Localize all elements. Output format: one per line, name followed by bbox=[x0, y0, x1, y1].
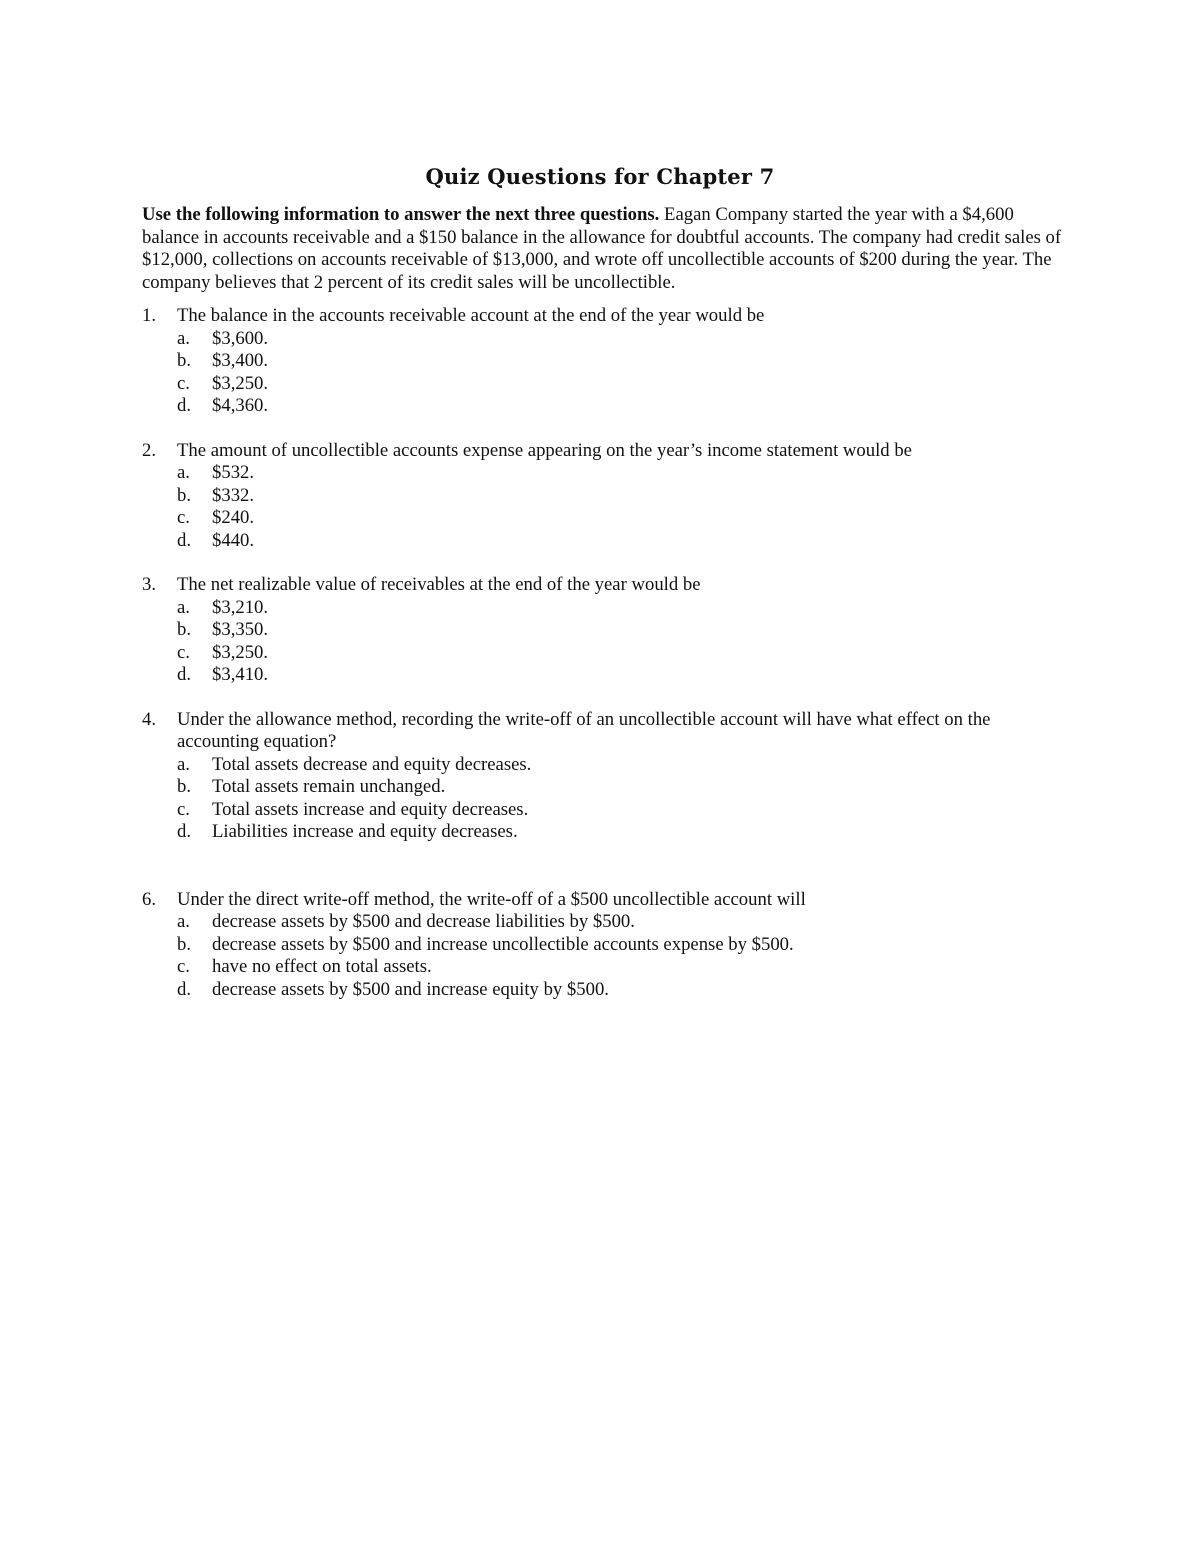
intro-lead: Use the following information to answer the next three questions. bbox=[142, 204, 660, 225]
answer-option bbox=[142, 776, 1062, 799]
question-text: The net realizable value of receivables at the end of the year would be bbox=[177, 574, 701, 595]
page-title: Quiz Questions for Chapter 7 bbox=[425, 164, 775, 189]
answer-option bbox=[142, 373, 1062, 396]
answer-option bbox=[142, 821, 1062, 844]
option-text: $4,360. bbox=[212, 395, 269, 416]
question-stem bbox=[142, 574, 1062, 597]
option-letter: b. bbox=[177, 350, 192, 371]
answer-option bbox=[142, 328, 1062, 351]
option-text: $3,410. bbox=[212, 664, 269, 685]
question-number: 6. bbox=[142, 888, 157, 910]
option-letter: c. bbox=[177, 798, 190, 820]
answer-option bbox=[142, 597, 1062, 620]
option-letter: d. bbox=[177, 395, 192, 416]
option-letter: d. bbox=[177, 821, 192, 842]
option-letter: a. bbox=[177, 462, 190, 483]
question-number: 1. bbox=[142, 305, 157, 326]
intro-paragraph bbox=[142, 204, 1062, 294]
option-letter: d. bbox=[177, 529, 192, 551]
answer-option bbox=[142, 485, 1062, 508]
answer-options bbox=[142, 597, 1062, 687]
intro-text: Eagan Company started the year with a $4,600 balance in accounts receivable and a $150 balance in the allowance for doubtful accounts. The company had credit sales of $12,000, collections on accounts receivable of $13,000, and wrote off uncollectible accounts of $200 during the year. The company believes that 2 percent of its credit sales will be uncollectible. bbox=[142, 204, 1062, 293]
option-text: $532. bbox=[212, 462, 255, 483]
question-4 bbox=[142, 709, 1062, 844]
question-number: 3. bbox=[142, 574, 157, 595]
option-letter: a. bbox=[177, 911, 190, 932]
answer-option bbox=[142, 507, 1062, 530]
answer-options bbox=[142, 328, 1062, 418]
option-letter: c. bbox=[177, 956, 190, 977]
option-text: Liabilities increase and equity decreases. bbox=[212, 821, 518, 842]
option-letter: a. bbox=[177, 327, 190, 349]
option-letter: a. bbox=[177, 753, 190, 775]
option-text: $3,350. bbox=[212, 619, 269, 640]
option-text: Total assets decrease and equity decreases. bbox=[212, 753, 532, 775]
answer-options bbox=[142, 462, 1062, 552]
option-letter: d. bbox=[177, 664, 192, 685]
answer-option bbox=[142, 462, 1062, 485]
option-letter: b. bbox=[177, 933, 192, 955]
option-text: decrease assets by $500 and decrease liabilities by $500. bbox=[212, 911, 635, 932]
option-text: decrease assets by $500 and increase uncollectible accounts expense by $500. bbox=[212, 933, 794, 955]
answer-option bbox=[142, 619, 1062, 642]
answer-option bbox=[142, 395, 1062, 418]
answer-option bbox=[142, 979, 1062, 1002]
question-stem bbox=[142, 889, 1062, 912]
option-text: Total assets increase and equity decreases. bbox=[212, 798, 529, 820]
answer-option bbox=[142, 350, 1062, 373]
answer-option bbox=[142, 911, 1062, 934]
answer-option bbox=[142, 642, 1062, 665]
question-6 bbox=[142, 889, 1062, 1002]
question-text: The balance in the accounts receivable account at the end of the year would be bbox=[177, 305, 765, 326]
answer-option bbox=[142, 754, 1062, 777]
option-text: $3,400. bbox=[212, 350, 269, 371]
question-number: 2. bbox=[142, 439, 157, 461]
question-text: Under the allowance method, recording the write-off of an uncollectible account will have what effect on the accounting equation? bbox=[177, 708, 991, 752]
answer-option bbox=[142, 934, 1062, 957]
option-text: $440. bbox=[212, 529, 255, 551]
question-3 bbox=[142, 574, 1062, 687]
answer-options bbox=[142, 911, 1062, 1001]
answer-option bbox=[142, 799, 1062, 822]
document-body bbox=[142, 204, 1062, 1001]
option-letter: b. bbox=[177, 776, 192, 797]
question-stem bbox=[142, 305, 1062, 328]
option-text: $332. bbox=[212, 484, 255, 506]
option-text: $3,600. bbox=[212, 327, 269, 349]
answer-option bbox=[142, 956, 1062, 979]
option-letter: d. bbox=[177, 978, 192, 1000]
option-text: $3,250. bbox=[212, 372, 269, 394]
question-1 bbox=[142, 305, 1062, 418]
question-text: The amount of uncollectible accounts expense appearing on the year’s income statement would be bbox=[177, 439, 912, 461]
answer-option bbox=[142, 530, 1062, 553]
option-text: Total assets remain unchanged. bbox=[212, 776, 446, 797]
question-2 bbox=[142, 440, 1062, 553]
option-letter: c. bbox=[177, 641, 190, 663]
option-text: $3,250. bbox=[212, 641, 269, 663]
question-text: Under the direct write-off method, the write-off of a $500 uncollectible account will bbox=[177, 888, 806, 910]
answer-option bbox=[142, 664, 1062, 687]
option-letter: b. bbox=[177, 484, 192, 506]
answer-options bbox=[142, 754, 1062, 844]
option-letter: c. bbox=[177, 507, 190, 528]
option-text: $240. bbox=[212, 507, 255, 528]
option-text: $3,210. bbox=[212, 596, 269, 618]
question-stem bbox=[142, 709, 1062, 754]
option-text: decrease assets by $500 and increase equity by $500. bbox=[212, 978, 609, 1000]
option-text: have no effect on total assets. bbox=[212, 956, 432, 977]
option-letter: b. bbox=[177, 619, 192, 640]
option-letter: c. bbox=[177, 372, 190, 394]
question-stem bbox=[142, 440, 1062, 463]
question-number: 4. bbox=[142, 708, 157, 730]
option-letter: a. bbox=[177, 596, 190, 618]
